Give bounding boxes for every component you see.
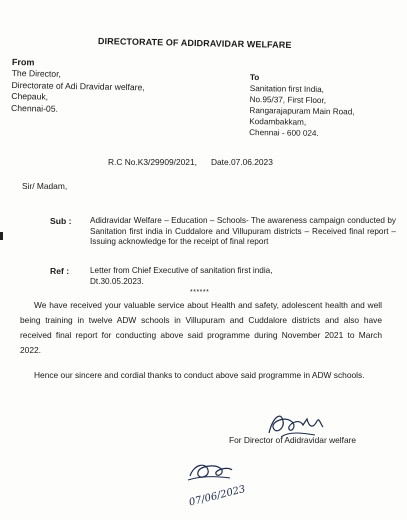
initial-signature-icon — [180, 454, 280, 513]
from-line: Chepauk, — [11, 91, 49, 102]
to-address — [249, 72, 400, 140]
subject-text: Adidravidar Welfare – Education – Schools- The awareness campaign conducted by Sanitation first india in Cuddalore and Villupuram districts – Received final report – Issuing acknowledge for the receipt of final report — [90, 216, 396, 247]
separator: ****** — [190, 289, 210, 296]
signature-date: 07/06/2023 — [187, 483, 247, 508]
binding-mark — [0, 232, 3, 240]
to-line: Sanitation first India, — [249, 83, 325, 95]
letterhead-title: DIRECTORATE OF ADIDRAVIDAR WELFARE — [97, 36, 292, 51]
from-line: Chennai-05. — [11, 102, 59, 114]
to-label: To — [249, 72, 260, 83]
letter-date: Date.07.06.2023 — [210, 157, 273, 167]
from-label: From — [11, 57, 35, 68]
reference-line — [108, 157, 388, 167]
body-paragraph: Hence our sincere and cordial thanks to conduct above said programme in ADW schools. — [34, 370, 365, 380]
subject-label: Sub : — [50, 216, 72, 226]
body-paragraph: We have received your valuable service about Health and safety, adolescent health and well being training in twelve ADW schools in Villupuram and Cuddalore districts and also have received final report for conducting above said programme during November 2021 to March 2022. — [20, 300, 382, 355]
ref-line: Dt.30.05.2023. — [90, 276, 144, 286]
to-line: Chennai - 600 024. — [249, 127, 319, 138]
ref-line: Letter from Chief Executive of sanitation first india, — [90, 266, 273, 275]
to-line: No.95/37, First Floor, — [249, 94, 327, 106]
to-line: Rangarajapuram Main Road, — [249, 105, 355, 117]
ref-label: Ref : — [50, 266, 70, 276]
salutation: Sir/ Madam, — [22, 181, 68, 191]
signoff-line: For Director of Adidravidar welfare — [229, 435, 357, 445]
from-address — [11, 57, 202, 117]
ref-text — [90, 266, 396, 287]
to-line: Kodambakkam, — [249, 116, 307, 127]
from-line: Directorate of Adi Dravidar welfare, — [11, 79, 145, 93]
rc-number: R.C No.K3/29909/2021, — [108, 157, 197, 167]
from-line: The Director, — [11, 68, 61, 80]
